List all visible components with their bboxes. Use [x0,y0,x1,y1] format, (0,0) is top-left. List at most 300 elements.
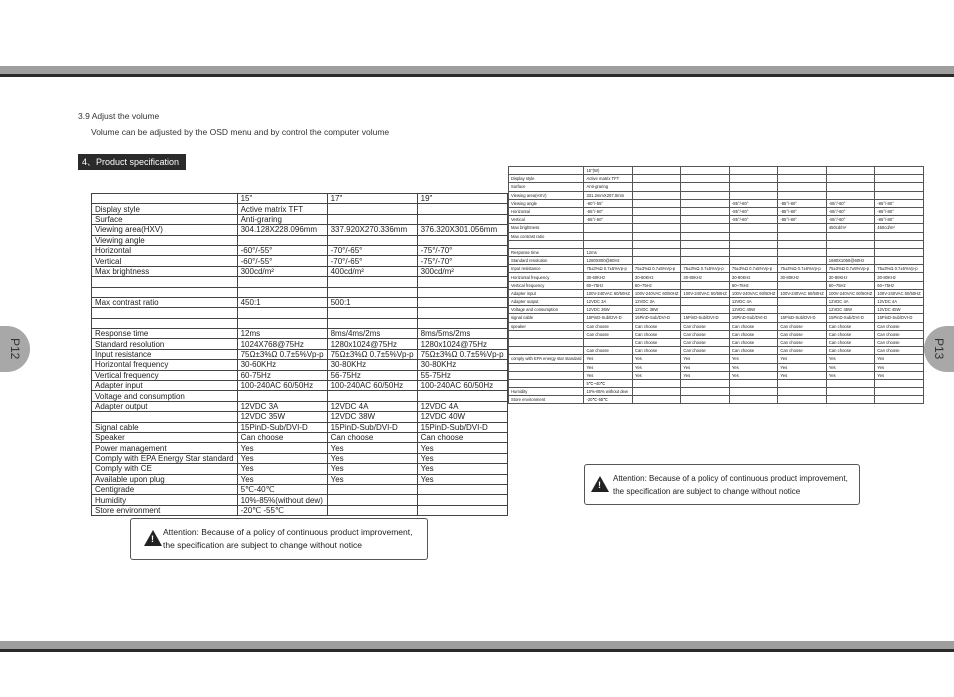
table-cell [778,167,826,175]
table-cell [92,318,238,328]
section-text: Volume can be adjusted by the OSD menu and by control the computer volume [91,127,390,137]
table-cell: Can choose [584,322,632,330]
table-row [509,265,924,273]
bottom-band [0,641,954,649]
table-cell: 100-240AC 60/50Hz [237,381,327,391]
table-row [92,308,508,318]
table-cell [92,412,238,422]
table-cell: Yes [826,371,874,379]
table-cell [237,235,327,245]
table-cell: 55-75Hz [417,370,507,380]
table-cell [826,248,874,256]
table-cell: 450:1 [237,297,327,307]
table-cell: 30-80KHz [729,273,777,281]
table-cell [237,318,327,328]
table-cell: Adapter input [509,289,584,297]
table-cell [327,287,417,297]
table-cell: Vertical [92,256,238,266]
table-cell: Display style [92,204,238,214]
table-row [92,339,508,349]
table-row [92,432,508,442]
table-cell: Can choose [826,347,874,355]
table-cell: -20℃-55℃ [584,396,632,404]
table-row [92,225,508,235]
table-cell: 100-240AC 60/50Hz [327,381,417,391]
table-cell [92,194,238,204]
table-cell: Yes [632,355,680,363]
table-cell [729,183,777,191]
table-cell: 100V-240VAC 60/50HZ [778,289,826,297]
page-tab-right [924,326,954,372]
table-cell: 100V-240VAC 60/50HZ [826,289,874,297]
table-cell: Horizontal [92,245,238,255]
table-row [92,401,508,411]
table-cell: 1280x1024@75Hz [417,339,507,349]
table-cell [826,379,874,387]
table-cell: Yes [632,371,680,379]
table-cell: 15PinD-Sub/DVI-D [729,314,777,322]
table-cell [778,298,826,306]
table-cell: 15PinD-Sub/DVI-D [417,422,507,432]
table-cell: Can choose [778,338,826,346]
table-cell: -85°/-80° [778,199,826,207]
table-cell: Yes [327,443,417,453]
table-cell: Can choose [417,432,507,442]
table-row [509,298,924,306]
table-cell: Yes [237,474,327,484]
table-row [509,232,924,240]
table-cell [681,191,729,199]
table-cell [826,232,874,240]
table-cell: 450cd/m² [826,224,874,232]
table-row [509,330,924,338]
table-cell: Yes [778,355,826,363]
table-row [509,224,924,232]
table-cell: 75±3%Ω 0.7±5%Vp-p [681,265,729,273]
table-cell: 12ms [584,248,632,256]
table-cell: 15PinD-Sub/DVI-D [875,314,923,322]
table-cell [875,396,923,404]
table-cell: Yes [729,363,777,371]
table-cell [327,204,417,214]
table-cell: 100V-240VAC 60/50HZ [632,289,680,297]
table-cell: Standard resolution [509,257,584,265]
table-cell: Yes [584,371,632,379]
table-cell [875,175,923,183]
table-cell: -85°/-80° [729,207,777,215]
table-cell: 30-60KHz [237,360,327,370]
table-cell: Max contrast ratio [509,232,584,240]
table-cell: 12VDC 45W [729,306,777,314]
table-cell: -85°/-80° [729,216,777,224]
table-row [92,297,508,307]
table-cell [584,224,632,232]
table-cell: 12VDC 38W [327,412,417,422]
table-cell [729,175,777,183]
table-cell: Can choose [584,347,632,355]
table-cell [417,505,507,515]
table-cell: Yes [875,371,923,379]
table-cell: 30-60KHz [632,273,680,281]
table-cell: 331.2mmX207.0mm [584,191,632,199]
table-cell: 12VDC 45W [875,306,923,314]
table-row [509,191,924,199]
bottom-band-rule [0,649,954,652]
page-number-right: P13 [932,338,946,360]
table-cell: 337.920X270.336mm [327,225,417,235]
table-cell [681,224,729,232]
table-cell: -70°/-65° [327,245,417,255]
table-cell: Yes [584,363,632,371]
table-cell: Humidity [509,388,584,396]
spec-title: 4、Product specification [78,154,186,170]
table-cell: 17" [327,194,417,204]
table-cell: 12VDC 4A [826,298,874,306]
table-cell: Yes [681,371,729,379]
table-cell [417,277,507,287]
table-cell: 30-80KHz [681,273,729,281]
table-cell [826,396,874,404]
table-cell: 15PinD-Sub/DVI-D [584,314,632,322]
table-cell: 60~75Hz [826,281,874,289]
table-cell [92,308,238,318]
table-cell: Response time [92,329,238,339]
top-band [0,66,954,74]
table-cell: 8ms/4ms/2ms [327,329,417,339]
table-cell: Signal cable [92,422,238,432]
table-cell [681,257,729,265]
table-cell: Vertical frequency [509,281,584,289]
table-cell: Can choose [778,347,826,355]
table-cell: Input resistance [509,265,584,273]
attention-box-right [584,464,860,505]
attention-line-1: Attention: Because of a policy of continuous product improvement, [163,527,413,537]
table-cell [417,287,507,297]
table-cell [237,308,327,318]
table-cell [778,232,826,240]
table-cell: 100V-240VAC 60/50HZ [729,289,777,297]
spec-table-right [508,166,924,404]
table-cell [632,199,680,207]
table-cell: Vertical [509,216,584,224]
table-cell: Adapter input [92,381,238,391]
table-cell: 75±3%Ω 0.7±5%Vp-p [778,265,826,273]
table-cell: -60°/-55° [237,256,327,266]
table-cell [509,379,584,387]
top-band-rule [0,74,954,77]
table-cell: Max contrast ratio [92,297,238,307]
attention-line-1: Attention: Because of a policy of continuous product improvement, [613,474,848,483]
table-cell [237,277,327,287]
table-cell: 8ms/5ms/2ms [417,329,507,339]
table-cell: Power management [92,443,238,453]
table-row [509,167,924,175]
table-cell [632,388,680,396]
table-cell [875,257,923,265]
table-cell: 75±3%Ω 0.7±5%Vp-p [729,265,777,273]
table-row [92,464,508,474]
table-cell [327,391,417,401]
table-cell: Humidity [92,495,238,505]
table-cell [778,281,826,289]
table-cell [632,207,680,215]
table-cell [778,191,826,199]
table-cell: Yes [237,443,327,453]
table-cell [509,330,584,338]
table-row [92,204,508,214]
table-cell: Yes [327,453,417,463]
table-row [509,248,924,256]
table-cell: 30-80KHz [826,273,874,281]
table-row [92,245,508,255]
table-cell: Can choose [826,330,874,338]
table-cell: 75Ω±3%Ω 0.7±5%Vp-p [237,349,327,359]
table-cell: Yes [237,464,327,474]
table-cell: Available upon plug [92,474,238,484]
table-cell: Yes [875,355,923,363]
table-row [92,505,508,515]
table-row [92,360,508,370]
table-cell: 60~75Hz [875,281,923,289]
table-cell [584,240,632,248]
table-cell: 75±3%Ω 0.7±5%Vp-p [875,265,923,273]
table-cell [327,495,417,505]
table-cell: Anti-graring [584,183,632,191]
table-cell: Horizontal frequency [92,360,238,370]
table-row [92,381,508,391]
table-cell [417,308,507,318]
table-cell: Centigrade [92,484,238,494]
table-cell [681,207,729,215]
table-row [92,287,508,297]
table-cell: Response time [509,248,584,256]
table-cell: Viewing angle [509,199,584,207]
table-row [92,484,508,494]
table-cell [632,216,680,224]
table-row [509,207,924,215]
table-cell: Horizontal frequency [509,273,584,281]
table-cell [875,388,923,396]
table-cell: 1280X800@60Hz [584,257,632,265]
table-cell [826,191,874,199]
table-cell: Can choose [632,322,680,330]
table-cell: -20℃ -55℃ [237,505,327,515]
table-cell: 60~75Hz [632,281,680,289]
table-cell: speaker [509,322,584,330]
table-cell: -60°/-55° [237,245,327,255]
table-cell: Active matrix TFT [584,175,632,183]
table-cell: 30-80KHz [417,360,507,370]
table-row [509,396,924,404]
table-cell [778,257,826,265]
table-cell [584,338,632,346]
table-cell: Can choose [237,432,327,442]
table-row [509,216,924,224]
table-row [509,273,924,281]
table-cell [632,167,680,175]
table-cell: Yes [417,474,507,484]
table-cell: Can choose [875,322,923,330]
table-cell: Yes [327,464,417,474]
table-row [92,277,508,287]
table-cell [729,379,777,387]
table-cell [327,214,417,224]
table-cell: 300cd/m² [237,266,327,276]
table-row [92,235,508,245]
table-cell: 450cd/m² [875,224,923,232]
table-cell: Can choose [778,322,826,330]
table-cell: 15PinD-Sub/DVI-D [826,314,874,322]
table-row [92,474,508,484]
table-cell: Yes [327,474,417,484]
table-cell: 30-80KHz [875,273,923,281]
table-cell [681,175,729,183]
table-cell: 60~75Hz [729,281,777,289]
table-cell [826,388,874,396]
table-cell [327,505,417,515]
attention-line-2: the specification are subject to change without notice [613,487,801,496]
table-cell: 12VDC 36W [584,306,632,314]
table-cell: 75Ω±3%Ω 0.7±5%Vp-p [417,349,507,359]
table-row [509,199,924,207]
table-cell: Viewing area(HXV) [92,225,238,235]
table-cell: Voltage and consumption [92,391,238,401]
table-cell [632,379,680,387]
table-row [509,338,924,346]
table-cell [632,224,680,232]
table-cell [681,306,729,314]
table-cell [681,281,729,289]
table-row [509,240,924,248]
table-cell [729,224,777,232]
table-row [509,379,924,387]
table-cell: Speaker [92,432,238,442]
table-row [509,363,924,371]
table-cell: -75°/-70° [417,256,507,266]
table-cell [509,167,584,175]
table-cell [778,388,826,396]
table-cell: -55°/-50° [584,216,632,224]
table-row [509,347,924,355]
table-cell: 5℃~40℃ [584,379,632,387]
table-cell: comply with EPA energy star standard [509,355,584,363]
table-cell: Yes [417,464,507,474]
table-cell: Adapter output [92,401,238,411]
table-cell: 12ms [237,329,327,339]
table-cell: Can choose [729,338,777,346]
table-cell [417,484,507,494]
page-tab-left [0,326,30,372]
table-cell: 500:1 [327,297,417,307]
table-cell: Yes [417,443,507,453]
table-cell: Can choose [826,338,874,346]
table-cell: Yes [826,363,874,371]
table-cell [681,199,729,207]
table-cell [875,248,923,256]
table-cell [632,240,680,248]
table-cell [875,183,923,191]
table-cell [729,248,777,256]
table-cell: Store environment [509,396,584,404]
table-cell [417,297,507,307]
table-cell: 12VDC 3A [632,298,680,306]
table-row [92,495,508,505]
table-cell: Yes [681,355,729,363]
table-cell [417,495,507,505]
table-row [509,183,924,191]
table-cell: 1680X1050@60Hz [826,257,874,265]
table-cell: 10%-85% without dew [584,388,632,396]
table-cell [584,232,632,240]
table-cell [875,240,923,248]
table-cell [509,347,584,355]
table-cell: 1024X768@75Hz [237,339,327,349]
table-cell [509,338,584,346]
table-cell: Display style [509,175,584,183]
table-cell [509,240,584,248]
table-cell: 100V-240VAC 60/50HZ [875,289,923,297]
table-cell: 30-80KHz [327,360,417,370]
table-cell: Yes [237,453,327,463]
section-heading: 3.9 Adjust the volume [78,111,160,121]
table-cell: Horizontal [509,207,584,215]
table-cell: Yes [729,371,777,379]
table-cell: 60~75Hz [584,281,632,289]
table-cell [327,318,417,328]
table-cell: 12VDC 36W [632,306,680,314]
table-cell: Can choose [632,338,680,346]
table-cell [417,214,507,224]
table-cell: Can choose [681,322,729,330]
table-cell: Input resistance [92,349,238,359]
table-row [92,349,508,359]
page-number-left: P12 [8,338,22,360]
table-cell: Comply with CE [92,464,238,474]
table-cell [417,318,507,328]
table-cell [417,235,507,245]
table-cell [237,287,327,297]
table-row [509,257,924,265]
table-cell: Can choose [632,330,680,338]
warning-icon [591,476,609,492]
table-row [92,412,508,422]
table-cell: Store environment [92,505,238,515]
table-cell: 15"(W) [584,167,632,175]
table-cell: Adapter output [509,298,584,306]
table-cell: Can choose [875,330,923,338]
table-cell [632,183,680,191]
table-row [92,318,508,328]
table-cell: Max brightness [92,266,238,276]
table-cell: Vertical frequency [92,370,238,380]
table-cell [681,379,729,387]
table-row [509,289,924,297]
table-cell: Viewing area(HXV) [509,191,584,199]
table-cell: -85°/-80° [826,207,874,215]
table-cell: 12VDC 3A [237,401,327,411]
table-cell [778,183,826,191]
table-cell: 15PinD-Sub/DVI-D [632,314,680,322]
table-cell: Can choose [584,330,632,338]
table-cell [681,216,729,224]
table-cell [632,191,680,199]
table-cell: 304.128X228.096mm [237,225,327,235]
table-cell: Surface [509,183,584,191]
table-cell [729,257,777,265]
table-cell: Yes [417,453,507,463]
table-cell [729,167,777,175]
table-row [92,422,508,432]
